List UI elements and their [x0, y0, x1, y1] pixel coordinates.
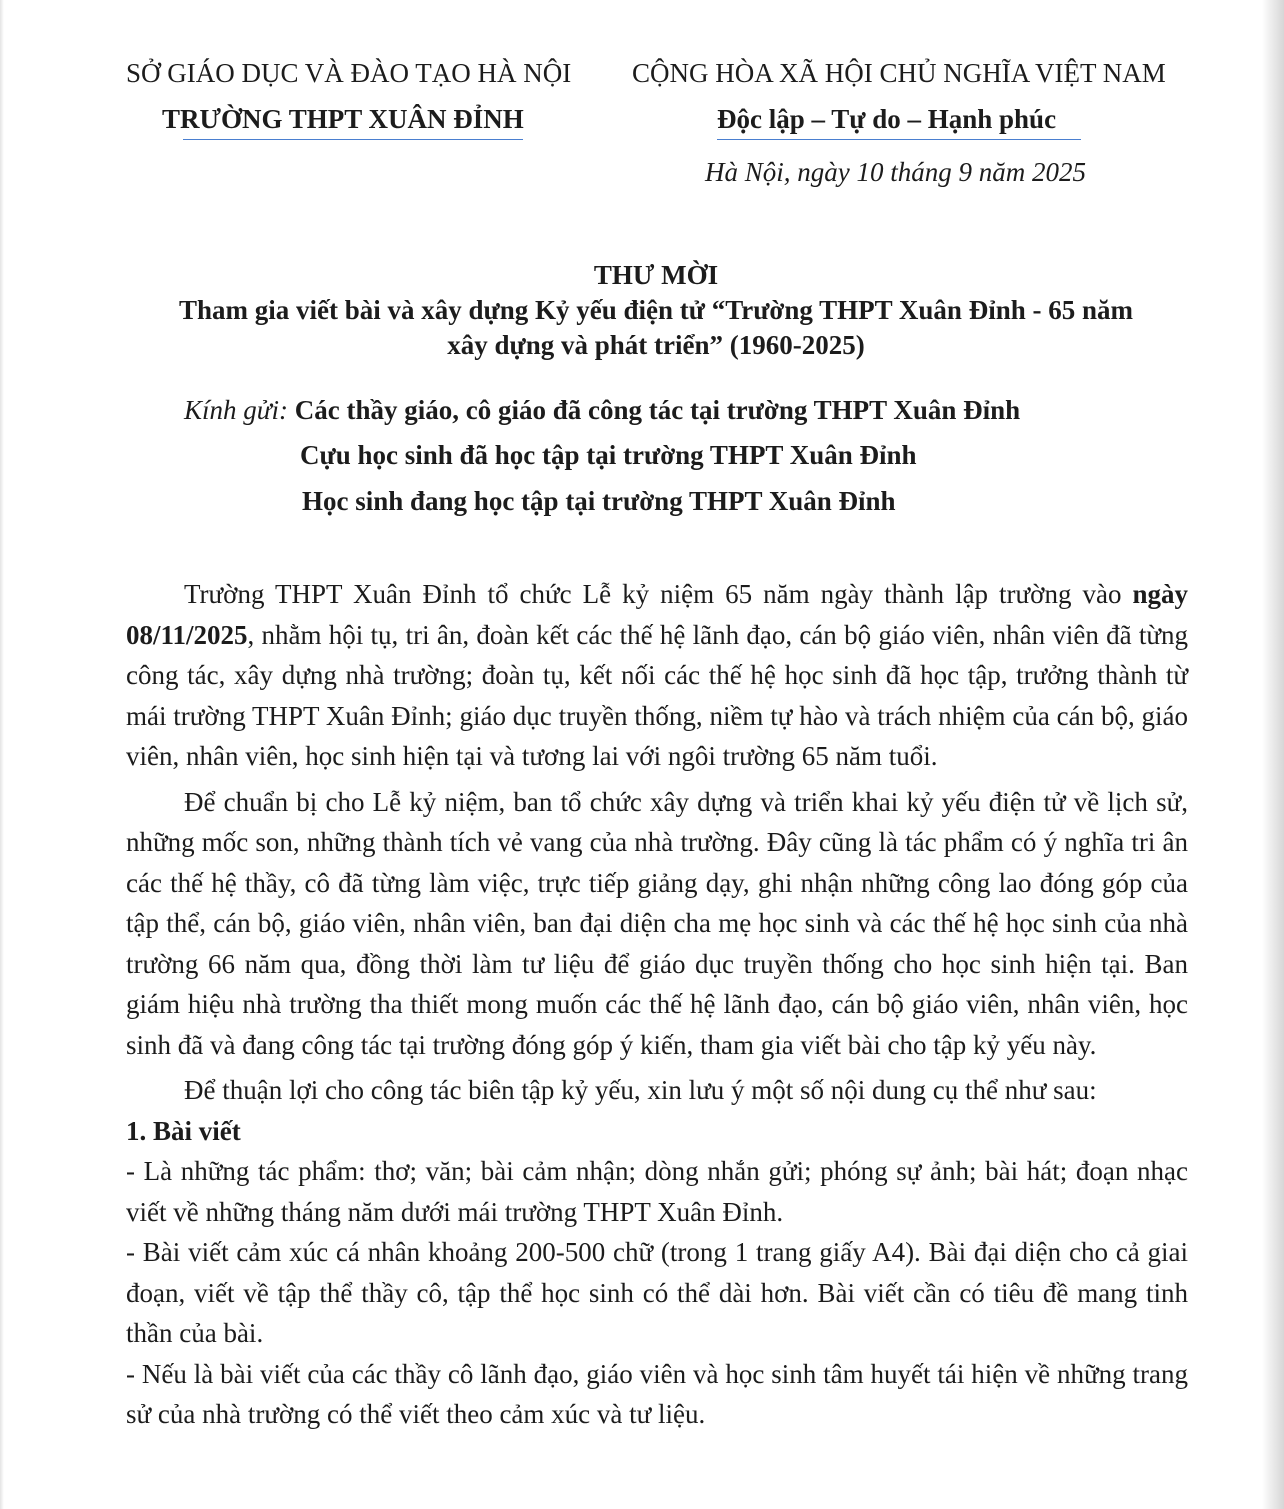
document-title: THƯ MỜI — [593, 260, 719, 290]
body-paragraph-2: Để chuẩn bị cho Lễ kỷ niệm, ban tổ chức xây dựng và triển khai kỷ yếu điện tử về lịch sử, những mốc son, những thành tích vẻ vang của nhà trường. Đây cũng là tác phẩm có ý nghĩa tri ân các thế hệ thầy, cô đã từng làm việc, trực tiếp giảng dạy, ghi nhận những công lao đóng góp của tập thể, cán bộ, giáo viên, nhân viên, ban đại diện cha mẹ học sinh và các thế hệ học sinh của nhà trường 66 năm qua, đồng thời làm tư liệu để giáo dục truyền thống cho học sinh hiện tại. Ban giám hiệu nhà trường tha thiết mong muốn các thế hệ lãnh đạo, cán bộ giáo viên, nhân viên, học sinh đã và đang công tác tại trường đóng góp ý kiến, tham gia viết bài cho tập kỷ yếu này. — [126, 786, 1188, 1060]
national-motto-underline — [717, 139, 1081, 140]
school-name-underline — [183, 139, 523, 140]
recipient-alumni: Cựu học sinh đã học tập tại trường THPT Xuân Đỉnh — [300, 440, 917, 470]
section-1-heading: 1. Bài viết — [126, 1115, 241, 1146]
body-paragraph-1-text-a: Trường THPT Xuân Đỉnh tổ chức Lễ kỷ niệm 65 năm ngày thành lập trường vào — [184, 579, 1133, 609]
body-paragraph-1-text-b: , nhằm hội tụ, tri ân, đoàn kết các thế hệ lãnh đạo, cán bộ giáo viên, nhân viên đã từng công tác, xây dựng nhà trường; đoàn tụ, kết nối các thế hệ học sinh đã học tập, trưởng thành từ mái trường THPT Xuân Đỉnh; giáo dục truyền thống, niềm tự hào và trách nhiệm của cán bộ, giáo viên, nhân viên, học sinh hiện tại và tương lai với ngôi trường 65 năm tuổi. — [126, 619, 1188, 771]
body-paragraph-1 — [126, 574, 1188, 777]
recipient-teachers: Các thầy giáo, cô giáo đã công tác tại trường THPT Xuân Đỉnh — [294, 395, 1021, 425]
section-1-bullet-2: - Bài viết cảm xúc cá nhân khoảng 200-500 chữ (trong 1 trang giấy A4). Bài đại diện cho cả giai đoạn, viết về tập thể thầy cô, tập thể học sinh có thể dài hơn. Bài viết cần có tiêu đề mang tinh thần của bài. — [126, 1237, 1188, 1348]
recipients-label: Kính gửi: — [184, 395, 288, 425]
recipient-current-students: Học sinh đang học tập tại trường THPT Xuân Đỉnh — [302, 486, 896, 516]
section-1-bullet-3: - Nếu là bài viết của các thầy cô lãnh đạo, giáo viên và học sinh tâm huyết tái hiện về những trang sử của nhà trường có thể viết theo cảm xúc và tư liệu. — [126, 1358, 1188, 1429]
school-name: TRƯỜNG THPT XUÂN ĐỈNH — [162, 104, 524, 134]
document-subtitle-line1: Tham gia viết bài và xây dựng Kỷ yếu điện tử “Trường THPT Xuân Đỉnh - 65 năm — [179, 295, 1133, 325]
national-motto: Độc lập – Tự do – Hạnh phúc — [717, 104, 1057, 134]
national-title: CỘNG HÒA XÃ HỘI CHỦ NGHĨA VIỆT NAM — [632, 58, 1166, 88]
letter-body — [126, 574, 1188, 1435]
recipients-line1 — [184, 395, 1020, 426]
date-line: Hà Nội, ngày 10 tháng 9 năm 2025 — [705, 157, 1086, 187]
document-subtitle-line2: xây dựng và phát triển” (1960-2025) — [447, 330, 865, 360]
event-date: ngày 08/11/2025 — [126, 579, 1188, 650]
body-paragraph-3: Để thuận lợi cho công tác biên tập kỷ yếu, xin lưu ý một số nội dung cụ thể như sau: — [184, 1075, 1097, 1105]
section-1-bullet-1: - Là những tác phẩm: thơ; văn; bài cảm nhận; dòng nhắn gửi; phóng sự ảnh; bài hát; đoạn nhạc viết về những tháng năm dưới mái trường THPT Xuân Đỉnh. — [126, 1156, 1188, 1227]
department-name: SỞ GIÁO DỤC VÀ ĐÀO TẠO HÀ NỘI — [126, 58, 572, 88]
